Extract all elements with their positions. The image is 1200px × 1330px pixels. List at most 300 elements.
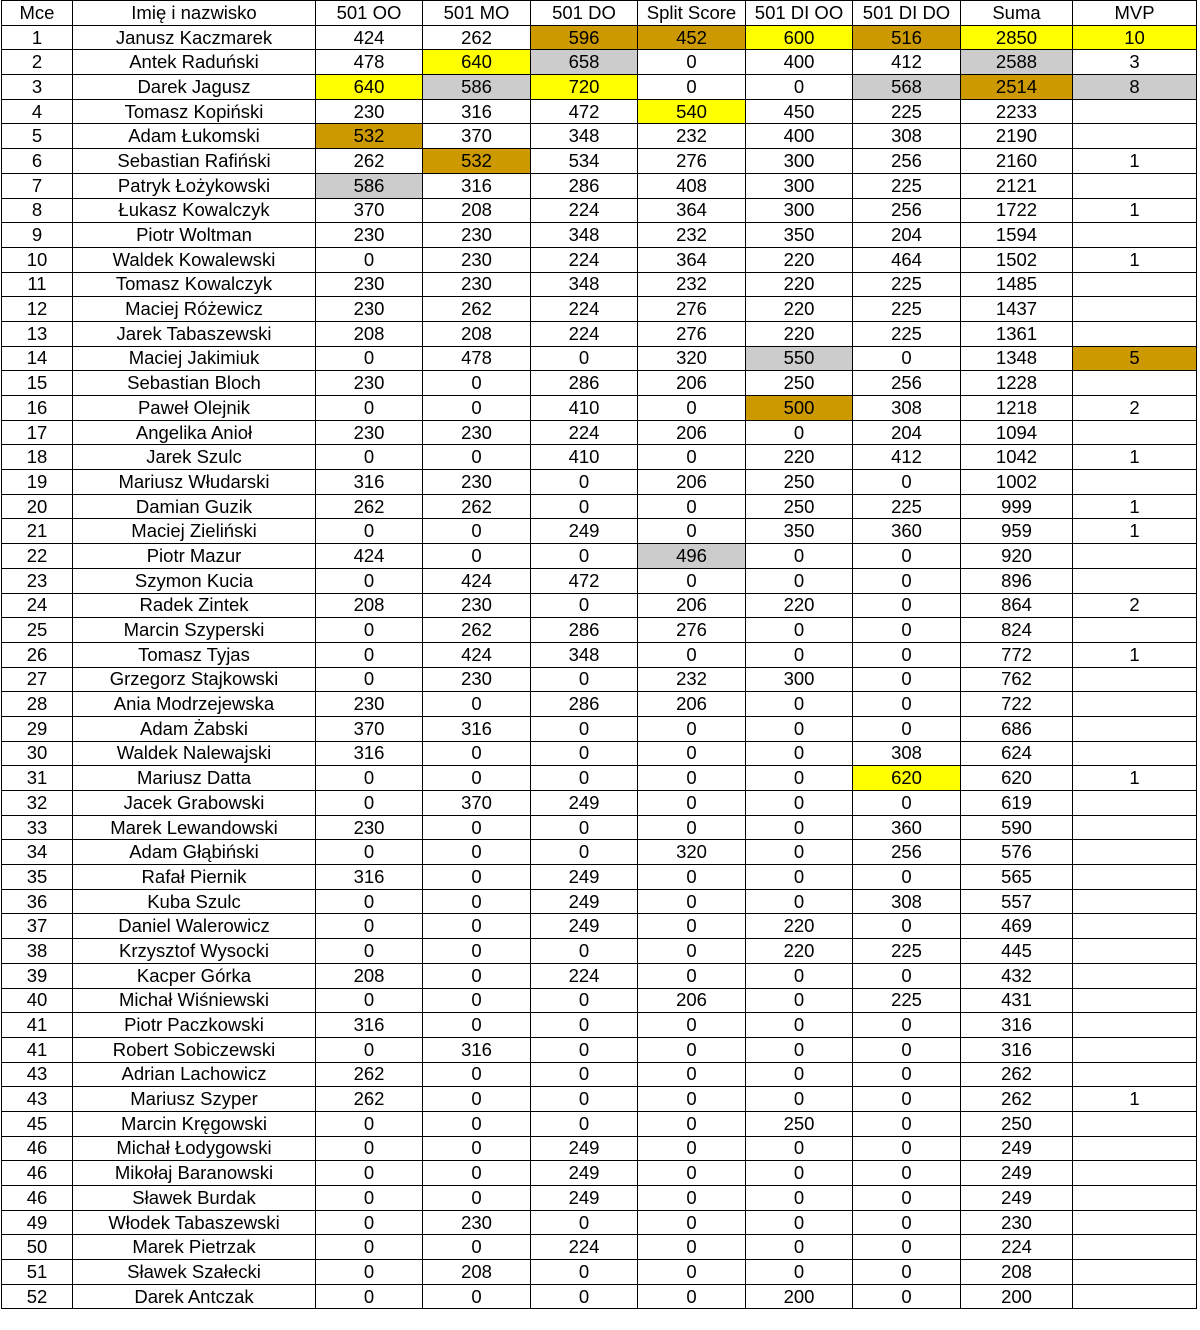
score-501-oo-cell: 230	[316, 692, 423, 717]
score-501-do-cell: 0	[531, 1260, 638, 1285]
table-row	[2, 791, 1197, 816]
score-501-di-do-cell: 308	[853, 396, 961, 421]
score-501-di-oo-cell: 200	[746, 1284, 853, 1309]
score-501-do-cell: 0	[531, 716, 638, 741]
score-501-oo-cell: 230	[316, 272, 423, 297]
table-row	[2, 1235, 1197, 1260]
table-row	[2, 1284, 1197, 1309]
score-501-di-oo-cell: 220	[746, 272, 853, 297]
mvp-cell	[1073, 988, 1197, 1013]
501-oo-header: 501 OO	[316, 1, 423, 26]
score-501-mo-cell: 316	[423, 1037, 531, 1062]
score-501-oo-cell: 0	[316, 1235, 423, 1260]
mvp-cell	[1073, 223, 1197, 248]
501-do-header: 501 DO	[531, 1, 638, 26]
score-501-oo-cell: 370	[316, 716, 423, 741]
rank-cell: 8	[2, 198, 73, 223]
mvp-cell	[1073, 618, 1197, 643]
score-501-do-cell: 0	[531, 840, 638, 865]
score-501-di-do-cell: 412	[853, 445, 961, 470]
table-row	[2, 346, 1197, 371]
mvp-cell: 8	[1073, 75, 1197, 100]
score-501-oo-cell: 0	[316, 568, 423, 593]
rank-cell: 37	[2, 914, 73, 939]
score-501-mo-cell: 230	[423, 470, 531, 495]
name-cell: Darek Antczak	[73, 1284, 316, 1309]
table-row	[2, 124, 1197, 149]
score-501-di-oo-cell: 250	[746, 1111, 853, 1136]
sum-cell: 2233	[961, 99, 1073, 124]
name-cell: Kuba Szulc	[73, 889, 316, 914]
rank-cell: 50	[2, 1235, 73, 1260]
score-501-oo-cell: 0	[316, 667, 423, 692]
name-cell: Krzysztof Wysocki	[73, 939, 316, 964]
table-row	[2, 198, 1197, 223]
table-row	[2, 865, 1197, 890]
table-row	[2, 420, 1197, 445]
rank-cell: 43	[2, 1087, 73, 1112]
score-501-di-oo-cell: 300	[746, 667, 853, 692]
table-row	[2, 642, 1197, 667]
score-501-do-cell: 249	[531, 519, 638, 544]
score-501-do-cell: 0	[531, 544, 638, 569]
rank-cell: 13	[2, 321, 73, 346]
table-row	[2, 1210, 1197, 1235]
score-501-di-oo-cell: 0	[746, 642, 853, 667]
score-501-mo-cell: 0	[423, 1013, 531, 1038]
score-501-di-oo-cell: 0	[746, 618, 853, 643]
score-501-do-cell: 249	[531, 1186, 638, 1211]
score-501-mo-cell: 370	[423, 124, 531, 149]
sum-cell: 624	[961, 741, 1073, 766]
score-501-di-do-cell: 256	[853, 198, 961, 223]
sum-cell: 1594	[961, 223, 1073, 248]
score-501-di-oo-cell: 450	[746, 99, 853, 124]
score-501-do-cell: 249	[531, 865, 638, 890]
split-score-cell: 0	[638, 445, 746, 470]
sum-cell: 2850	[961, 25, 1073, 50]
score-501-oo-cell: 316	[316, 1013, 423, 1038]
score-501-oo-cell: 230	[316, 99, 423, 124]
rank-cell: 21	[2, 519, 73, 544]
mvp-cell	[1073, 1111, 1197, 1136]
score-501-mo-cell: 230	[423, 1210, 531, 1235]
score-501-di-do-cell: 0	[853, 692, 961, 717]
name-cell: Maciej Różewicz	[73, 297, 316, 322]
score-501-oo-cell: 262	[316, 1062, 423, 1087]
sum-header: Suma	[961, 1, 1073, 26]
501-mo-header: 501 MO	[423, 1, 531, 26]
sum-cell: 920	[961, 544, 1073, 569]
score-501-do-cell: 224	[531, 198, 638, 223]
mvp-cell	[1073, 1235, 1197, 1260]
score-501-di-do-cell: 0	[853, 1235, 961, 1260]
mvp-cell	[1073, 963, 1197, 988]
score-501-do-cell: 596	[531, 25, 638, 50]
score-501-di-oo-cell: 220	[746, 297, 853, 322]
score-501-do-cell: 224	[531, 420, 638, 445]
mvp-cell	[1073, 889, 1197, 914]
score-501-oo-cell: 0	[316, 346, 423, 371]
score-501-do-cell: 348	[531, 272, 638, 297]
rank-cell: 46	[2, 1136, 73, 1161]
score-501-oo-cell: 0	[316, 247, 423, 272]
score-501-do-cell: 224	[531, 297, 638, 322]
table-row	[2, 396, 1197, 421]
score-501-di-oo-cell: 300	[746, 173, 853, 198]
score-501-oo-cell: 0	[316, 914, 423, 939]
mvp-cell	[1073, 124, 1197, 149]
mvp-cell	[1073, 568, 1197, 593]
score-501-di-oo-cell: 500	[746, 396, 853, 421]
score-501-di-do-cell: 0	[853, 716, 961, 741]
ranking-table	[1, 0, 1197, 1309]
split-score-cell: 0	[638, 1284, 746, 1309]
rank-cell: 24	[2, 593, 73, 618]
score-501-di-oo-cell: 250	[746, 371, 853, 396]
mvp-cell	[1073, 1210, 1197, 1235]
split-score-cell: 0	[638, 939, 746, 964]
score-501-do-cell: 0	[531, 741, 638, 766]
name-cell: Kacper Górka	[73, 963, 316, 988]
score-501-mo-cell: 262	[423, 25, 531, 50]
score-501-di-do-cell: 225	[853, 297, 961, 322]
mvp-cell	[1073, 1037, 1197, 1062]
mvp-cell	[1073, 1161, 1197, 1186]
name-cell: Jacek Grabowski	[73, 791, 316, 816]
score-501-mo-cell: 0	[423, 914, 531, 939]
score-501-di-oo-cell: 250	[746, 470, 853, 495]
rank-cell: 23	[2, 568, 73, 593]
sum-cell: 2588	[961, 50, 1073, 75]
score-501-di-do-cell: 256	[853, 840, 961, 865]
501-di-do-header: 501 DI DO	[853, 1, 961, 26]
score-501-do-cell: 0	[531, 1062, 638, 1087]
score-501-di-oo-cell: 0	[746, 420, 853, 445]
mvp-cell: 1	[1073, 247, 1197, 272]
score-501-mo-cell: 0	[423, 741, 531, 766]
score-501-do-cell: 249	[531, 1136, 638, 1161]
score-501-di-do-cell: 308	[853, 741, 961, 766]
name-cell: Robert Sobiczewski	[73, 1037, 316, 1062]
score-501-di-oo-cell: 400	[746, 124, 853, 149]
score-501-mo-cell: 0	[423, 544, 531, 569]
score-501-mo-cell: 532	[423, 149, 531, 174]
score-501-oo-cell: 262	[316, 149, 423, 174]
sum-cell: 250	[961, 1111, 1073, 1136]
score-501-di-oo-cell: 0	[746, 815, 853, 840]
score-501-mo-cell: 0	[423, 1186, 531, 1211]
score-501-di-oo-cell: 0	[746, 1062, 853, 1087]
score-501-di-oo-cell: 0	[746, 1013, 853, 1038]
score-501-di-oo-cell: 0	[746, 1087, 853, 1112]
score-501-oo-cell: 0	[316, 445, 423, 470]
sum-cell: 1361	[961, 321, 1073, 346]
sum-cell: 262	[961, 1062, 1073, 1087]
score-501-do-cell: 286	[531, 618, 638, 643]
split-score-cell: 0	[638, 1260, 746, 1285]
score-501-di-do-cell: 0	[853, 642, 961, 667]
score-501-di-oo-cell: 0	[746, 1260, 853, 1285]
mvp-cell	[1073, 173, 1197, 198]
table-row	[2, 297, 1197, 322]
score-501-do-cell: 0	[531, 593, 638, 618]
rank-cell: 36	[2, 889, 73, 914]
score-501-di-do-cell: 0	[853, 568, 961, 593]
sum-cell: 2160	[961, 149, 1073, 174]
score-501-oo-cell: 0	[316, 791, 423, 816]
table-body	[2, 25, 1197, 1309]
score-501-oo-cell: 208	[316, 593, 423, 618]
split-score-cell: 0	[638, 963, 746, 988]
rank-cell: 30	[2, 741, 73, 766]
rank-cell: 27	[2, 667, 73, 692]
score-501-mo-cell: 0	[423, 396, 531, 421]
rank-cell: 19	[2, 470, 73, 495]
score-501-do-cell: 286	[531, 371, 638, 396]
rank-cell: 4	[2, 99, 73, 124]
name-cell: Angelika Anioł	[73, 420, 316, 445]
score-501-di-do-cell: 0	[853, 667, 961, 692]
score-501-do-cell: 410	[531, 396, 638, 421]
score-501-di-do-cell: 0	[853, 1111, 961, 1136]
score-501-oo-cell: 230	[316, 815, 423, 840]
name-cell: Maciej Jakimiuk	[73, 346, 316, 371]
score-501-mo-cell: 586	[423, 75, 531, 100]
name-cell: Ania Modrzejewska	[73, 692, 316, 717]
sum-cell: 316	[961, 1037, 1073, 1062]
score-501-mo-cell: 0	[423, 815, 531, 840]
sum-cell: 896	[961, 568, 1073, 593]
split-score-cell: 320	[638, 840, 746, 865]
score-501-di-oo-cell: 0	[746, 741, 853, 766]
score-501-di-do-cell: 225	[853, 173, 961, 198]
mvp-cell: 1	[1073, 198, 1197, 223]
mvp-cell	[1073, 840, 1197, 865]
sum-cell: 230	[961, 1210, 1073, 1235]
split-score-cell: 0	[638, 1087, 746, 1112]
score-501-di-do-cell: 0	[853, 1284, 961, 1309]
sum-cell: 1348	[961, 346, 1073, 371]
score-501-di-do-cell: 0	[853, 1210, 961, 1235]
split-score-cell: 540	[638, 99, 746, 124]
rank-cell: 26	[2, 642, 73, 667]
name-cell: Włodek Tabaszewski	[73, 1210, 316, 1235]
name-cell: Marcin Kręgowski	[73, 1111, 316, 1136]
mvp-cell	[1073, 470, 1197, 495]
score-501-di-oo-cell: 0	[746, 1210, 853, 1235]
score-501-oo-cell: 0	[316, 840, 423, 865]
rank-cell: 38	[2, 939, 73, 964]
score-501-do-cell: 224	[531, 247, 638, 272]
table-row	[2, 1062, 1197, 1087]
mvp-cell	[1073, 1136, 1197, 1161]
score-501-di-oo-cell: 0	[746, 1136, 853, 1161]
mvp-cell	[1073, 741, 1197, 766]
score-501-oo-cell: 0	[316, 889, 423, 914]
rank-cell: 14	[2, 346, 73, 371]
mvp-cell	[1073, 865, 1197, 890]
score-501-di-oo-cell: 220	[746, 321, 853, 346]
mvp-cell: 1	[1073, 494, 1197, 519]
table-row	[2, 25, 1197, 50]
table-row	[2, 173, 1197, 198]
score-501-mo-cell: 640	[423, 50, 531, 75]
score-501-mo-cell: 0	[423, 692, 531, 717]
table-row	[2, 50, 1197, 75]
score-501-oo-cell: 0	[316, 988, 423, 1013]
table-row	[2, 1136, 1197, 1161]
score-501-oo-cell: 424	[316, 25, 423, 50]
name-cell: Piotr Mazur	[73, 544, 316, 569]
score-501-di-do-cell: 360	[853, 519, 961, 544]
rank-cell: 6	[2, 149, 73, 174]
score-501-di-do-cell: 225	[853, 988, 961, 1013]
score-501-mo-cell: 230	[423, 272, 531, 297]
sum-cell: 619	[961, 791, 1073, 816]
split-score-cell: 232	[638, 223, 746, 248]
rank-cell: 5	[2, 124, 73, 149]
score-501-di-oo-cell: 0	[746, 716, 853, 741]
score-501-mo-cell: 0	[423, 865, 531, 890]
mvp-cell	[1073, 914, 1197, 939]
score-501-oo-cell: 230	[316, 223, 423, 248]
score-501-di-oo-cell: 300	[746, 198, 853, 223]
score-501-do-cell: 658	[531, 50, 638, 75]
score-501-di-oo-cell: 550	[746, 346, 853, 371]
table-row	[2, 1161, 1197, 1186]
score-501-di-oo-cell: 0	[746, 544, 853, 569]
score-501-di-do-cell: 0	[853, 1161, 961, 1186]
score-501-di-do-cell: 308	[853, 889, 961, 914]
rank-cell: 22	[2, 544, 73, 569]
score-501-di-do-cell: 225	[853, 321, 961, 346]
sum-cell: 557	[961, 889, 1073, 914]
sum-cell: 565	[961, 865, 1073, 890]
score-501-di-do-cell: 204	[853, 223, 961, 248]
rank-cell: 2	[2, 50, 73, 75]
split-score-cell: 206	[638, 593, 746, 618]
mvp-cell	[1073, 1013, 1197, 1038]
score-501-di-do-cell: 620	[853, 766, 961, 791]
split-score-cell: 0	[638, 1136, 746, 1161]
score-501-di-do-cell: 0	[853, 618, 961, 643]
name-cell: Waldek Nalewajski	[73, 741, 316, 766]
table-row	[2, 568, 1197, 593]
name-cell: Łukasz Kowalczyk	[73, 198, 316, 223]
name-cell: Tomasz Kopiński	[73, 99, 316, 124]
rank-cell: 39	[2, 963, 73, 988]
table-row	[2, 149, 1197, 174]
split-score-cell: 206	[638, 470, 746, 495]
score-501-di-do-cell: 0	[853, 791, 961, 816]
score-501-oo-cell: 640	[316, 75, 423, 100]
rank-cell: 17	[2, 420, 73, 445]
split-score-cell: 364	[638, 198, 746, 223]
mvp-cell: 1	[1073, 445, 1197, 470]
split-score-cell: 364	[638, 247, 746, 272]
score-501-oo-cell: 230	[316, 371, 423, 396]
score-501-oo-cell: 316	[316, 865, 423, 890]
sum-cell: 959	[961, 519, 1073, 544]
score-501-do-cell: 249	[531, 791, 638, 816]
split-score-cell: 0	[638, 791, 746, 816]
score-501-di-oo-cell: 0	[746, 568, 853, 593]
score-501-mo-cell: 370	[423, 791, 531, 816]
mvp-header: MVP	[1073, 1, 1197, 26]
name-cell: Mikołaj Baranowski	[73, 1161, 316, 1186]
sum-cell: 316	[961, 1013, 1073, 1038]
mvp-cell: 1	[1073, 1087, 1197, 1112]
sum-cell: 469	[961, 914, 1073, 939]
score-501-do-cell: 472	[531, 568, 638, 593]
score-501-oo-cell: 478	[316, 50, 423, 75]
score-501-di-oo-cell: 0	[746, 766, 853, 791]
score-501-do-cell: 286	[531, 692, 638, 717]
score-501-mo-cell: 0	[423, 1284, 531, 1309]
score-501-oo-cell: 316	[316, 470, 423, 495]
501-di-oo-header: 501 DI OO	[746, 1, 853, 26]
score-501-oo-cell: 0	[316, 519, 423, 544]
score-501-di-oo-cell: 0	[746, 1161, 853, 1186]
sum-cell: 686	[961, 716, 1073, 741]
split-score-cell: 0	[638, 889, 746, 914]
table-row	[2, 321, 1197, 346]
score-501-di-oo-cell: 0	[746, 1235, 853, 1260]
name-cell: Sebastian Bloch	[73, 371, 316, 396]
name-cell: Marcin Szyperski	[73, 618, 316, 643]
name-cell: Szymon Kucia	[73, 568, 316, 593]
score-501-mo-cell: 0	[423, 939, 531, 964]
score-501-di-oo-cell: 0	[746, 963, 853, 988]
score-501-di-do-cell: 0	[853, 1037, 961, 1062]
split-score-cell: 0	[638, 75, 746, 100]
rank-cell: 1	[2, 25, 73, 50]
name-cell: Marek Pietrzak	[73, 1235, 316, 1260]
score-501-oo-cell: 230	[316, 297, 423, 322]
split-score-cell: 320	[638, 346, 746, 371]
table-row	[2, 939, 1197, 964]
score-501-do-cell: 249	[531, 889, 638, 914]
name-cell: Piotr Woltman	[73, 223, 316, 248]
score-501-di-oo-cell: 350	[746, 519, 853, 544]
name-cell: Mariusz Włudarski	[73, 470, 316, 495]
name-cell: Damian Guzik	[73, 494, 316, 519]
mvp-cell: 2	[1073, 593, 1197, 618]
score-501-do-cell: 0	[531, 470, 638, 495]
sum-cell: 445	[961, 939, 1073, 964]
score-501-mo-cell: 262	[423, 297, 531, 322]
score-501-di-oo-cell: 0	[746, 889, 853, 914]
name-cell: Marek Lewandowski	[73, 815, 316, 840]
score-501-di-do-cell: 0	[853, 914, 961, 939]
score-501-do-cell: 224	[531, 1235, 638, 1260]
mvp-cell	[1073, 667, 1197, 692]
name-cell: Michał Łodygowski	[73, 1136, 316, 1161]
score-501-mo-cell: 230	[423, 667, 531, 692]
score-501-do-cell: 0	[531, 1087, 638, 1112]
score-501-mo-cell: 0	[423, 1235, 531, 1260]
score-501-di-do-cell: 0	[853, 1087, 961, 1112]
score-501-mo-cell: 316	[423, 716, 531, 741]
sum-cell: 249	[961, 1186, 1073, 1211]
mvp-cell: 1	[1073, 642, 1197, 667]
score-501-di-do-cell: 0	[853, 1013, 961, 1038]
rank-cell: 29	[2, 716, 73, 741]
score-501-di-oo-cell: 220	[746, 914, 853, 939]
split-score-cell: 232	[638, 667, 746, 692]
table-row	[2, 815, 1197, 840]
